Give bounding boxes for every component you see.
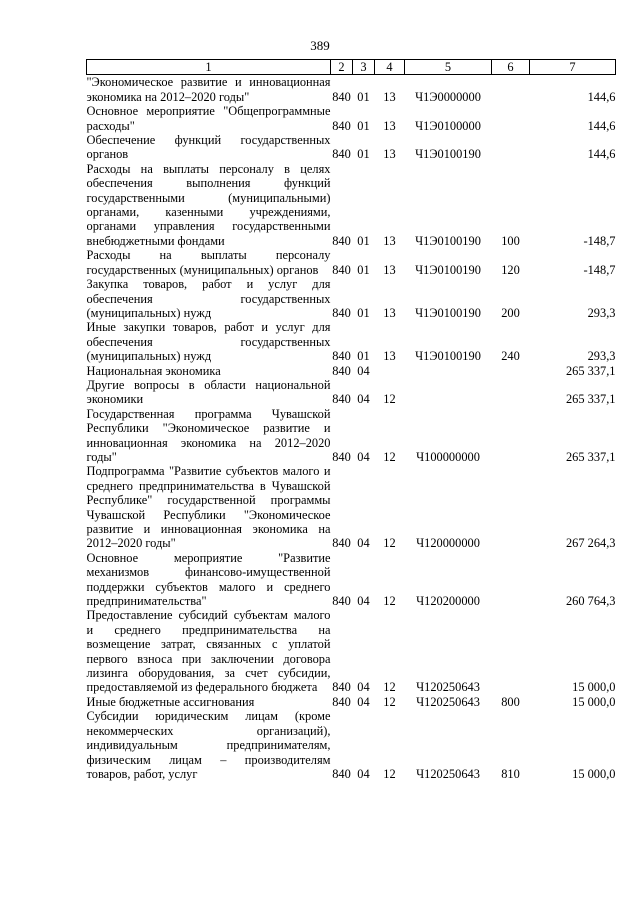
row-ministry-code: 840 xyxy=(332,305,351,320)
table-row xyxy=(87,464,616,550)
row-ministry-code: 840 xyxy=(332,680,351,695)
row-subsection: 13 xyxy=(383,233,396,248)
row-subsection: 13 xyxy=(383,349,396,364)
table-row xyxy=(87,551,616,609)
row-target-article: Ч1Э0000000 xyxy=(415,89,481,104)
row-amount: -148,7 xyxy=(583,262,616,277)
row-amount: 260 764,3 xyxy=(565,594,616,609)
row-expense-type: 240 xyxy=(501,349,520,364)
row-target-article: Ч120250643 xyxy=(416,766,480,781)
table-row xyxy=(87,407,616,465)
header-col-4: 4 xyxy=(375,60,405,75)
row-ministry-code: 840 xyxy=(332,392,351,407)
row-section: 01 xyxy=(357,89,370,104)
table-row xyxy=(87,695,616,709)
row-name: Основное мероприятие "Общепрограммные расходы" xyxy=(86,104,331,133)
row-ministry-code: 840 xyxy=(332,536,351,551)
row-target-article xyxy=(405,378,492,407)
row-section: 01 xyxy=(357,349,370,364)
row-expense-type xyxy=(492,551,530,609)
row-target-article: Ч100000000 xyxy=(416,449,480,464)
row-amount: 15 000,0 xyxy=(572,694,616,709)
row-expense-type xyxy=(492,378,530,407)
header-col-1: 1 xyxy=(87,60,331,75)
row-name: Обеспечение функций государственных органов xyxy=(86,133,331,162)
row-amount: 15 000,0 xyxy=(572,766,616,781)
row-target-article: Ч120250643 xyxy=(416,680,480,695)
row-section: 01 xyxy=(357,262,370,277)
row-section: 04 xyxy=(357,449,370,464)
row-section: 01 xyxy=(357,147,370,162)
table-row xyxy=(87,277,616,320)
row-amount: 144,6 xyxy=(587,89,616,104)
row-name: "Экономическое развитие и инновационная экономика на 2012–2020 годы" xyxy=(86,75,331,104)
budget-table xyxy=(86,59,616,781)
row-subsection: 12 xyxy=(383,694,396,709)
header-col-5: 5 xyxy=(405,60,492,75)
row-expense-type: 810 xyxy=(501,766,520,781)
row-subsection: 13 xyxy=(383,147,396,162)
row-name: Другие вопросы в области национальной экономики xyxy=(86,377,331,407)
row-section: 04 xyxy=(357,766,370,781)
row-name: Государственная программа Чувашской Республики "Экономическое развитие и инновационная экономика на 2012–2020 годы" xyxy=(86,406,331,464)
row-amount: 144,6 xyxy=(587,147,616,162)
row-section: 04 xyxy=(357,536,370,551)
row-subsection xyxy=(375,364,405,378)
row-ministry-code: 840 xyxy=(332,363,351,378)
row-amount: 144,6 xyxy=(587,118,616,133)
row-target-article: Ч120000000 xyxy=(416,536,480,551)
row-ministry-code: 840 xyxy=(332,694,351,709)
header-row xyxy=(87,60,616,75)
row-name: Субсидии юридическим лицам (кроме некоммерческих организаций), индивидуальным предпринимателям, физическим лицам – производителям товаров, работ, услуг xyxy=(86,709,331,781)
row-target-article: Ч1Э0100190 xyxy=(415,147,481,162)
row-subsection: 12 xyxy=(383,766,396,781)
row-subsection: 12 xyxy=(383,392,396,407)
row-subsection: 13 xyxy=(383,262,396,277)
row-section: 01 xyxy=(357,233,370,248)
row-name: Иные закупки товаров, работ и услуг для обеспечения государственных (муниципальных) нужд xyxy=(86,320,331,364)
row-expense-type xyxy=(492,104,530,133)
table-row xyxy=(87,248,616,277)
row-section: 01 xyxy=(357,305,370,320)
row-expense-type xyxy=(492,407,530,465)
row-amount: 267 264,3 xyxy=(565,536,616,551)
row-expense-type xyxy=(492,608,530,694)
row-amount: 15 000,0 xyxy=(572,680,616,695)
row-target-article: Ч120250643 xyxy=(416,694,480,709)
header-col-2: 2 xyxy=(331,60,353,75)
table-row xyxy=(87,162,616,248)
row-ministry-code: 840 xyxy=(332,233,351,248)
table-row xyxy=(87,364,616,378)
row-ministry-code: 840 xyxy=(332,262,351,277)
table-row xyxy=(87,608,616,694)
row-name: Национальная экономика xyxy=(86,363,221,378)
row-target-article: Ч1Э0100190 xyxy=(415,233,481,248)
row-target-article xyxy=(405,364,492,378)
header-col-6: 6 xyxy=(492,60,530,75)
row-target-article: Ч1Э0100000 xyxy=(415,118,481,133)
row-name: Основное мероприятие "Развитие механизмов финансово-имущественной поддержки субъектов малого и среднего предпринимательства" xyxy=(86,550,331,609)
row-ministry-code: 840 xyxy=(332,147,351,162)
row-section: 04 xyxy=(357,694,370,709)
row-name: Расходы на выплаты персоналу в целях обеспечения выполнения функций государственными (муниципальными) органами, казенными учреждениями, органами управления государственными внебюджетными фондами xyxy=(86,161,331,248)
row-expense-type xyxy=(492,364,530,378)
row-subsection: 12 xyxy=(383,449,396,464)
row-section: 04 xyxy=(357,392,370,407)
row-expense-type: 120 xyxy=(501,262,520,277)
row-subsection: 12 xyxy=(383,680,396,695)
row-subsection: 12 xyxy=(383,594,396,609)
row-expense-type xyxy=(492,133,530,162)
row-target-article: Ч1Э0100190 xyxy=(415,262,481,277)
row-amount: 265 337,1 xyxy=(565,392,616,407)
row-expense-type: 100 xyxy=(501,233,520,248)
header-col-3: 3 xyxy=(353,60,375,75)
row-amount: 293,3 xyxy=(587,305,616,320)
row-subsection: 13 xyxy=(383,118,396,133)
table-row xyxy=(87,320,616,363)
row-name: Подпрограмма "Развитие субъектов малого и среднего предпринимательства в Чувашской Республике" государственной программы Чувашской Республики "Экономическое развитие и инновационная экономика на 2012–2020 годы" xyxy=(86,464,331,551)
row-expense-type xyxy=(492,75,530,104)
row-target-article: Ч1Э0100190 xyxy=(415,349,481,364)
row-expense-type: 800 xyxy=(501,694,520,709)
row-name: Расходы на выплаты персоналу государственных (муниципальных) органов xyxy=(86,248,331,277)
row-name: Закупка товаров, работ и услуг для обеспечения государственных (муниципальных) нужд xyxy=(86,277,331,320)
row-name: Предоставление субсидий субъектам малого и среднего предпринимательства на возмещение затрат, связанных с уплатой первого взноса при заключении договора лизинга оборудования, за счет субсидии, предоставляемой из федерального бюджета xyxy=(86,608,331,695)
row-ministry-code: 840 xyxy=(332,766,351,781)
table-row xyxy=(87,378,616,407)
row-amount: 265 337,1 xyxy=(565,363,616,378)
row-subsection: 12 xyxy=(383,536,396,551)
page-number: 389 xyxy=(310,38,330,53)
row-ministry-code: 840 xyxy=(332,118,351,133)
row-ministry-code: 840 xyxy=(332,89,351,104)
row-target-article: Ч120200000 xyxy=(416,594,480,609)
header-col-7: 7 xyxy=(530,60,616,75)
row-ministry-code: 840 xyxy=(332,594,351,609)
row-subsection: 13 xyxy=(383,305,396,320)
row-amount: 265 337,1 xyxy=(565,449,616,464)
row-expense-type: 200 xyxy=(501,305,520,320)
row-expense-type xyxy=(492,464,530,550)
row-section: 04 xyxy=(357,363,370,378)
row-section: 01 xyxy=(357,118,370,133)
row-section: 04 xyxy=(357,594,370,609)
row-amount: 293,3 xyxy=(587,349,616,364)
row-ministry-code: 840 xyxy=(332,349,351,364)
row-subsection: 13 xyxy=(383,89,396,104)
row-ministry-code: 840 xyxy=(332,449,351,464)
table-row xyxy=(87,104,616,133)
row-name: Иные бюджетные ассигнования xyxy=(86,694,255,709)
table-row xyxy=(87,133,616,162)
row-amount: -148,7 xyxy=(583,233,616,248)
table-row xyxy=(87,709,616,781)
table-row xyxy=(87,75,616,104)
row-section: 04 xyxy=(357,680,370,695)
row-target-article: Ч1Э0100190 xyxy=(415,305,481,320)
